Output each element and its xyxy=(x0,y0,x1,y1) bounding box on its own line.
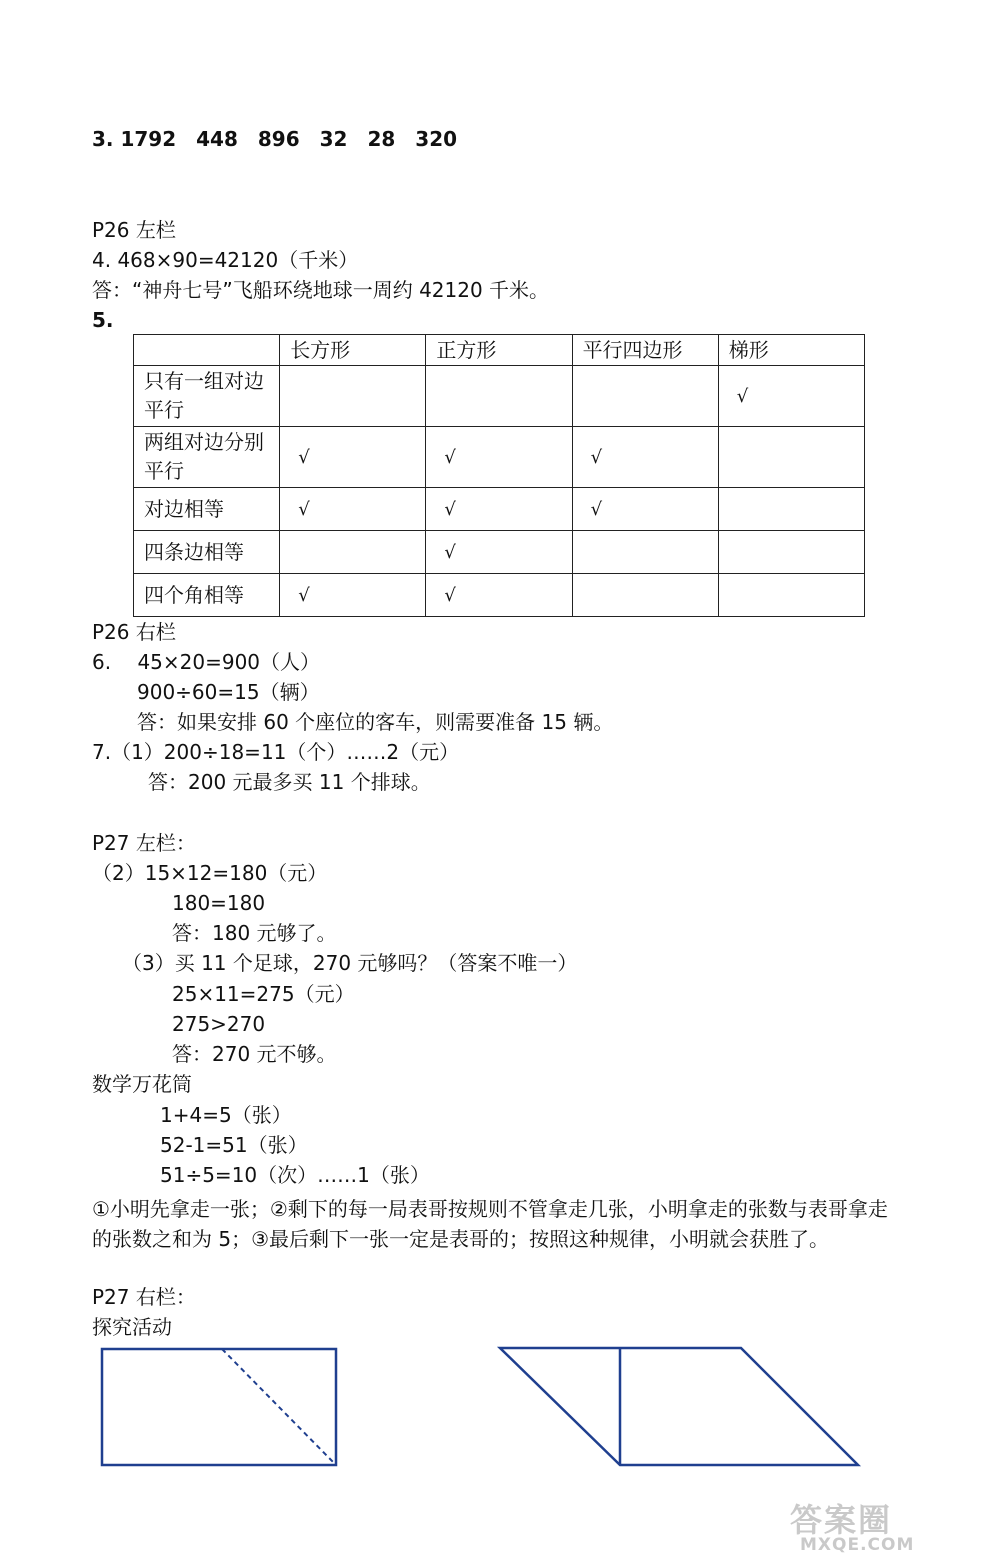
quadrilateral-table xyxy=(133,334,865,617)
check-cell: √ xyxy=(718,366,864,427)
check-cell: √ xyxy=(572,488,718,531)
check-cell: √ xyxy=(280,488,426,531)
check-cell: √ xyxy=(572,427,718,488)
table-header-cell xyxy=(134,335,280,366)
check-cell xyxy=(280,366,426,427)
answer-3: 3. 1792 448 896 32 28 320 xyxy=(92,127,458,151)
check-cell: √ xyxy=(280,574,426,617)
parallelogram-figure xyxy=(496,1343,862,1471)
watermark-logo: 答案圈 xyxy=(790,1501,893,1539)
answer-3-text: 答：270 元不够。 xyxy=(172,1042,337,1066)
check-cell: √ xyxy=(280,427,426,488)
answer-3-question: （3）买 11 个足球，270 元够吗？（答案不唯一） xyxy=(122,951,578,975)
section-p27-right: P27 右栏： xyxy=(92,1285,196,1309)
answer-7-line1: 7.（1）200÷18=11（个）……2（元） xyxy=(92,740,460,764)
parallelogram-outline xyxy=(500,1348,858,1465)
watermark-url: MXQE.COM xyxy=(800,1535,915,1555)
table-header-cell: 正方形 xyxy=(426,335,572,366)
check-cell: √ xyxy=(426,488,572,531)
top-split-line xyxy=(222,1349,336,1465)
check-cell xyxy=(718,427,864,488)
check-cell: √ xyxy=(426,531,572,574)
section-kaleidoscope: 数学万花筒 xyxy=(92,1072,192,1096)
section-explore: 探究活动 xyxy=(92,1315,172,1339)
table-header-cell: 平行四边形 xyxy=(572,335,718,366)
check-cell xyxy=(572,366,718,427)
rectangle-figure xyxy=(98,1345,343,1471)
row-label-cell: 两组对边分别平行 xyxy=(134,427,280,488)
answer-5-label: 5. xyxy=(92,308,114,332)
table-row xyxy=(134,531,865,574)
check-cell xyxy=(718,531,864,574)
table-row xyxy=(134,488,865,531)
strategy-paragraph: ①小明先拿走一张；②剩下的每一局表哥按规则不管拿走几张，小明拿走的张数与表哥拿走的张数之和为 5；③最后剩下一张一定是表哥的；按照这种规律，小明就会获胜了。 xyxy=(92,1197,888,1251)
section-p26-right: P26 右栏 xyxy=(92,620,176,644)
table-header-row xyxy=(134,335,865,366)
table-row xyxy=(134,574,865,617)
answer-2-line2: 180=180 xyxy=(172,891,266,915)
kaleido-line1: 1+4=5（张） xyxy=(160,1103,292,1127)
kaleido-line3: 51÷5=10（次）……1（张） xyxy=(160,1163,430,1187)
row-label-cell: 只有一组对边平行 xyxy=(134,366,280,427)
answer-2-text: 答：180 元够了。 xyxy=(172,921,337,945)
table-header-cell: 梯形 xyxy=(718,335,864,366)
check-cell xyxy=(718,488,864,531)
answer-2-line1: （2）15×12=180（元） xyxy=(92,861,328,885)
table-row xyxy=(134,366,865,427)
answer-4: 4. 468×90=42120（千米） xyxy=(92,248,359,272)
section-p27-left: P27 左栏： xyxy=(92,831,196,855)
table-header-cell: 长方形 xyxy=(280,335,426,366)
check-cell xyxy=(426,366,572,427)
answer-6-line2: 900÷60=15（辆） xyxy=(137,680,320,704)
answer-3-line2: 275>270 xyxy=(172,1012,266,1036)
answer-6-line1: 6. 45×20=900（人） xyxy=(92,650,321,674)
check-cell: √ xyxy=(426,574,572,617)
check-cell xyxy=(280,531,426,574)
answer-3-line1: 25×11=275（元） xyxy=(172,982,355,1006)
section-p26-left: P26 左栏 xyxy=(92,218,176,242)
answer-4-text: 答：“神舟七号”飞船环绕地球一周约 42120 千米。 xyxy=(92,278,550,302)
check-cell xyxy=(572,574,718,617)
check-cell: √ xyxy=(426,427,572,488)
row-label-cell: 四个角相等 xyxy=(134,574,280,617)
check-cell xyxy=(718,574,864,617)
answer-6-text: 答：如果安排 60 个座位的客车，则需要准备 15 辆。 xyxy=(137,710,614,734)
rectangle-outline xyxy=(102,1349,336,1465)
check-cell xyxy=(572,531,718,574)
kaleido-line2: 52-1=51（张） xyxy=(160,1133,308,1157)
answer-7-text: 答：200 元最多买 11 个排球。 xyxy=(148,770,431,794)
row-label-cell: 对边相等 xyxy=(134,488,280,531)
table-row xyxy=(134,427,865,488)
row-label-cell: 四条边相等 xyxy=(134,531,280,574)
